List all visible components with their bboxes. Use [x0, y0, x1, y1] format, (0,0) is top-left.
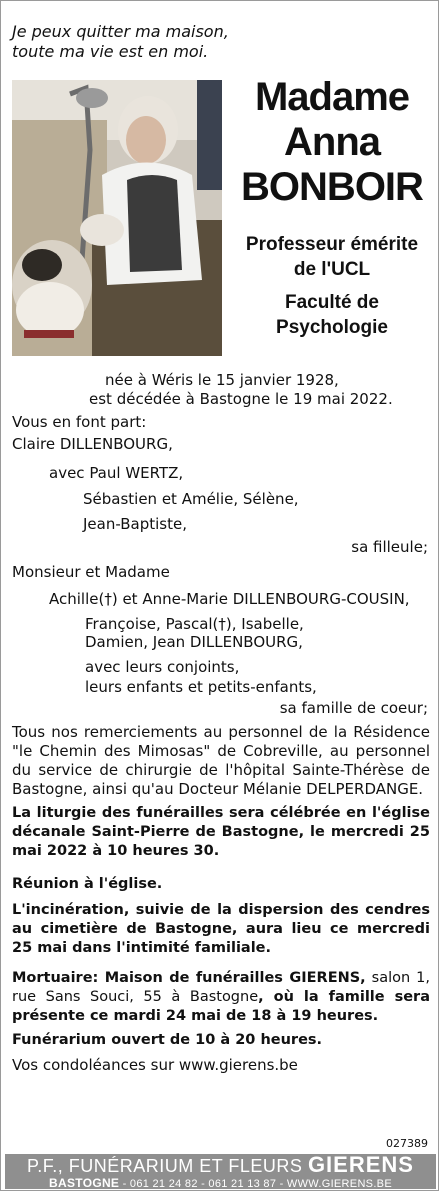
title-line: Professeur émérite [245, 234, 419, 255]
footer-brand: GIERENS [307, 1152, 414, 1177]
family-line: avec leurs conjoints, [85, 658, 240, 676]
reunion-line: Réunion à l'église. [12, 876, 163, 892]
family-line: avec Paul WERTZ, [49, 464, 184, 482]
deceased-titles [227, 232, 437, 340]
footer-phones: - 061 21 24 82 - 061 21 13 87 - WWW.GIERENS.BE [119, 1178, 392, 1190]
epigraph [12, 22, 229, 62]
birth-line: née à Wéris le 15 janvier 1928, [105, 371, 339, 389]
footer-city: BASTOGNE [49, 1176, 120, 1190]
family-line: sa famille de coeur; [279, 699, 428, 717]
incineration-paragraph: L'incinération, suivie de la dispersion des cendres au cimetière de Bastogne, aura lieu ce mercredi 25 mai dans l'intimité familiale. [12, 902, 430, 956]
mortuary-paragraph [12, 969, 430, 1026]
family-line: Claire DILLENBOURG, [12, 435, 173, 453]
family-line: Sébastien et Amélie, Sélène, [83, 490, 299, 508]
family-line: Achille(†) et Anne-Marie DILLENBOURG-COUSIN, [49, 590, 410, 608]
condolences-line: Vos condoléances sur www.gierens.be [12, 1056, 298, 1074]
title-line: Psychologie [276, 317, 388, 338]
family-line: Jean-Baptiste, [83, 515, 187, 533]
footer-main [5, 1154, 436, 1177]
footer-contacts [5, 1177, 436, 1190]
title-line: Faculté de [285, 292, 379, 313]
family-line: sa filleule; [351, 538, 428, 556]
reference-number: 027389 [386, 1137, 428, 1150]
thanks-paragraph: Tous nos remerciements au personnel de la Résidence "le Chemin des Mimosas" de Cobreville, au personnel du service de chirurgie de l'hôpital Sainte-Thérèse de Bastogne, ainsi qu'au Docteur Mélanie DELPERDANGE. [12, 723, 430, 798]
liturgy-paragraph: La liturgie des funérailles sera célébrée en l'église décanale Saint-Pierre de Bastogne, le mercredi 25 mai 2022 à 10 heures 30. [12, 805, 430, 859]
epigraph-line: toute ma vie est en moi. [12, 42, 209, 61]
name-line: Anna [284, 120, 380, 164]
funeral-home-footer [5, 1154, 436, 1189]
mortuary-place: Mortuaire: Maison de funérailles GIERENS, [12, 970, 366, 986]
death-line: est décédée à Bastogne le 19 mai 2022. [89, 390, 393, 408]
mortuary-hours: , où la famille sera présente ce mardi 24 mai de 18 à 19 heures. [12, 989, 430, 1024]
family-line: Damien, Jean DILLENBOURG, [85, 633, 303, 651]
name-line: BONBOIR [241, 165, 423, 209]
footer-services: P.F., FUNÉRARIUM ET FLEURS [27, 1156, 303, 1176]
funerarium-hours: Funérarium ouvert de 10 à 20 heures. [12, 1032, 323, 1048]
title-line: de l'UCL [293, 259, 371, 280]
mortuary-address: salon 1, rue Sans Souci, 55 à Bastogne [12, 970, 430, 1005]
family-line: Françoise, Pascal(†), Isabelle, [85, 615, 304, 633]
family-line: Monsieur et Madame [12, 563, 170, 581]
portrait-photo [12, 80, 222, 356]
name-line: Madame [254, 75, 410, 119]
deceased-name [227, 75, 437, 210]
epigraph-line: Je peux quitter ma maison, [12, 22, 229, 41]
family-line: leurs enfants et petits-enfants, [85, 678, 317, 696]
announce-line: Vous en font part: [12, 413, 147, 431]
